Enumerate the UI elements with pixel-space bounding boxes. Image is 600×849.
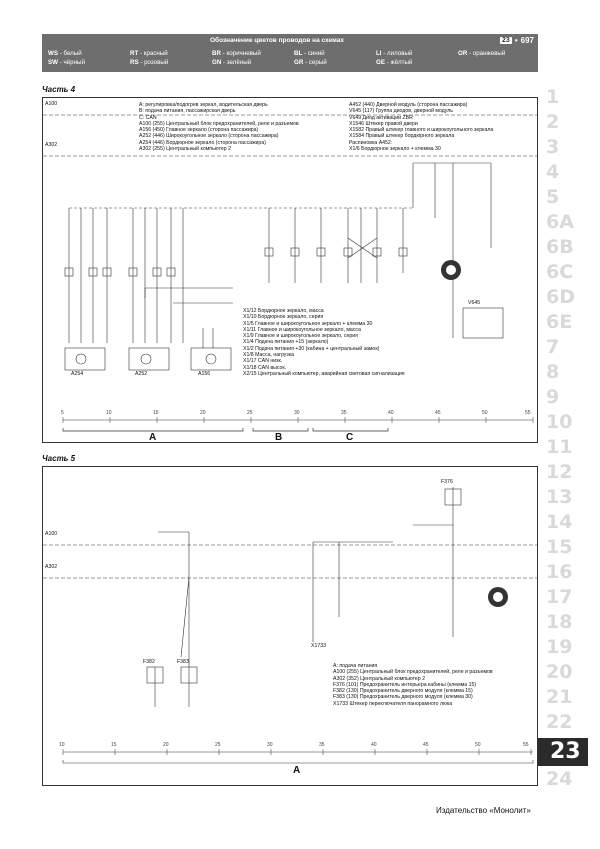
scale-label: 30 — [294, 410, 300, 416]
chapter-tab-21[interactable]: 21 — [546, 686, 573, 708]
color-legend-item: LI - лиловый — [376, 50, 413, 57]
color-legend-item: GE - жёлтый — [376, 59, 413, 66]
scale-label: 15 — [153, 410, 159, 416]
color-legend-item: GR - серый — [294, 59, 327, 66]
chapter-tab-5[interactable]: 5 — [546, 186, 560, 208]
chapter-tab-23-active[interactable]: 23 — [538, 738, 588, 766]
color-legend-item: OR - оранжевый — [458, 50, 506, 57]
chapter-tab-20[interactable]: 20 — [546, 661, 573, 683]
chapter-tab-12[interactable]: 12 — [546, 461, 573, 483]
chapter-tab-13[interactable]: 13 — [546, 486, 573, 508]
legend-right: A452 (440) Дверной модуль (сторона пассажира) V645 (117) Группа диодов, дверной модуль V649 Диод активации ZBR X1546 Штекер правой двери X1582 Правый штекер главного и широкоугольного зеркала X1584 Правый штекер бордюрного зеркала Распиновка A452: X1/6 Бордюрное зеркало + клемма 30 — [349, 102, 494, 153]
rail-label: A100 — [45, 101, 58, 107]
scale-label: 55 — [523, 742, 529, 748]
color-legend-item: WS - белый — [48, 50, 82, 57]
scale-label: 25 — [247, 410, 253, 416]
scale-label: 40 — [371, 742, 377, 748]
color-legend-item: SW - чёрный — [48, 59, 85, 66]
scale-label: 50 — [475, 742, 481, 748]
chapter-tab-14[interactable]: 14 — [546, 511, 573, 533]
chapter-tab-6c[interactable]: 6C — [546, 261, 574, 283]
scale-label: 45 — [435, 410, 441, 416]
fuse-label: F383 — [177, 659, 189, 665]
part4-diagram — [42, 97, 538, 443]
rail-label: A302 — [45, 142, 58, 148]
rail-label: A302 — [45, 564, 58, 570]
page-number: 697 — [520, 36, 534, 45]
chapter-tab-4[interactable]: 4 — [546, 161, 560, 183]
scale-label: 45 — [423, 742, 429, 748]
chapter-tab-1[interactable]: 1 — [546, 86, 560, 108]
fuse-label: F382 — [143, 659, 155, 665]
chapter-tab-9[interactable]: 9 — [546, 386, 560, 408]
chapter-tab-17[interactable]: 17 — [546, 586, 573, 608]
chapter-tab-22[interactable]: 22 — [546, 711, 573, 733]
legend-left: A: регулировка/подогрев зеркал, водительская дверь B: подача питания, пассажирская дверь C: CAN A100 (255) Центральный блок предохранителей, реле и разъемов A156 (450) Главное зеркало (сторона пассажира) A252 (446) Широкоугольное зеркало (сторона пассажира) A254 (446) Бордюрное зеркало (сторона пассажира) A302 (255) Центральный компьютер 2 — [139, 102, 299, 153]
chapter-tab-11[interactable]: 11 — [546, 436, 573, 458]
component-label: A156 — [198, 371, 211, 377]
scale-label: 25 — [215, 742, 221, 748]
scale-label: 15 — [111, 742, 117, 748]
scale-label: 20 — [200, 410, 206, 416]
color-legend-item: RT - красный — [130, 50, 168, 57]
scale-label: 35 — [319, 742, 325, 748]
part5-diagram — [42, 466, 538, 786]
chapter-tab-6a[interactable]: 6A — [546, 211, 574, 233]
chapter-tab-6e[interactable]: 6E — [546, 311, 573, 333]
scale-label: 40 — [388, 410, 394, 416]
chapter-tab-24[interactable]: 24 — [546, 768, 573, 790]
chapter-tab-10[interactable]: 10 — [546, 411, 573, 433]
color-legend-item: GN - зелёный — [212, 59, 252, 66]
scale-label: 10 — [59, 742, 65, 748]
bullet-icon: • — [514, 36, 518, 45]
chapter-tab-6d[interactable]: 6D — [546, 286, 575, 308]
wire-color-legend-header — [42, 34, 538, 72]
connector-label: X1733 — [311, 643, 327, 649]
chapter-tab-16[interactable]: 16 — [546, 561, 573, 583]
scale-label: 30 — [267, 742, 273, 748]
color-legend-item: BR - коричневый — [212, 50, 261, 57]
scale-label: 20 — [163, 742, 169, 748]
color-legend-item: BL - синий — [294, 50, 325, 57]
pinout-list: X1/12 Бордюрное зеркало, масса X1/10 Бордюрное зеркало, серия X1/5 Главное и широкоугольное зеркало + клемма 30 X1/11 Главное и широкоугольное зеркало, масса X1/9 Главное и широкоугольное зеркало, серия X1/4 Подача питания +15 (зеркало) X1/2 Подача питания +30 (кабина + центральный замок) X1/8 Масса, нагрузка X1/17 CAN низк. X1/18 CAN высок. X2/15 Центральный компьютер, аварийная световая сигнализация — [243, 308, 405, 377]
chapter-tab-6b[interactable]: 6B — [546, 236, 574, 258]
page-badge — [500, 36, 534, 45]
chapter-tab-19[interactable]: 19 — [546, 636, 573, 658]
scale-label: 10 — [106, 410, 112, 416]
scale-label: 35 — [341, 410, 347, 416]
chapter-number: 23 — [502, 37, 510, 44]
header-title: Обозначение цветов проводов на схемах — [210, 37, 344, 44]
chapter-tab-2[interactable]: 2 — [546, 111, 560, 133]
fuse-label: F376 — [441, 479, 453, 485]
rail-label: A100 — [45, 531, 58, 537]
chapter-tab-3[interactable]: 3 — [546, 136, 560, 158]
part5-wiring — [43, 467, 537, 785]
color-legend-item: RS - розовый — [130, 59, 169, 66]
scale-label: 55 — [525, 410, 531, 416]
component-label: A252 — [135, 371, 148, 377]
component-label: A254 — [71, 371, 84, 377]
part4-title: Часть 4 — [42, 85, 76, 94]
chapter-tab-8[interactable]: 8 — [546, 361, 560, 383]
publisher-footer: Издательство «Монолит» — [436, 806, 531, 815]
chapter-tab-15[interactable]: 15 — [546, 536, 573, 558]
scale-label: 50 — [482, 410, 488, 416]
chapter-tab-7[interactable]: 7 — [546, 336, 560, 358]
part5-title: Часть 5 — [42, 454, 76, 463]
scale-label: 5 — [61, 410, 64, 416]
chapter-tab-18[interactable]: 18 — [546, 611, 573, 633]
section-label: B — [275, 432, 283, 443]
component-label: V645 — [468, 300, 481, 306]
section-label: A — [293, 765, 301, 776]
legend-part5: A: подача питания A100 (255) Центральный блок предохранителей, реле и разъемов A302 (352) Центральный компьютер 2 F376 (101) Предохранитель интерьера кабины (клемма 15) F382 (130) Предохранитель дверного модуля (клемма 15) F383 (130) Предохранитель дверного модуля (клемма 30) X1733 Штекер переключателя панорамного люка — [333, 663, 493, 707]
section-label: C — [346, 432, 354, 443]
section-label: A — [149, 432, 157, 443]
